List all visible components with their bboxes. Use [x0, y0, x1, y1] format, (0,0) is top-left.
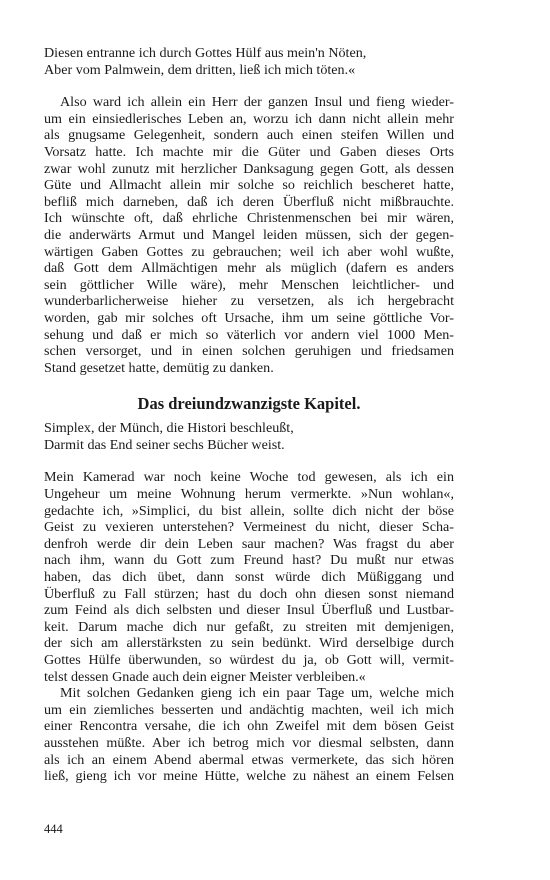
- verse-line: Simplex, der Münch, die Histori beschleußt,: [44, 420, 294, 437]
- text-line: als ich an einem Abend abermal etwas vermerkete, das sich hören: [44, 751, 454, 768]
- text-line: Mit solchen Gedanken gieng ich ein paar Tage um, welche mich: [60, 685, 454, 702]
- book-page: [44, 45, 454, 785]
- verse-line: Darmit das End seiner sechs Bücher weist.: [44, 436, 285, 453]
- paragraph-2: [44, 469, 454, 685]
- text-line: Mein Kamerad war noch keine Woche tod gewesen, als ich ein: [44, 469, 454, 486]
- text-line: ließ, gieng ich vor meine Hütte, welche zu nähest an einem Felsen: [44, 768, 454, 785]
- text-line: Vorsatz hatte. Ich machte mir die Güter und Gaben dieses Orts: [44, 143, 454, 160]
- text-line: Güte und Allmacht allein mir solche so reichlich bescheret hatte,: [44, 177, 454, 194]
- text-line: Gottes Hülfe überwunden, so würdest du ja, ob Gott will, vermit-: [44, 652, 454, 668]
- chapter-verse: [44, 420, 454, 453]
- text-line: als gnugsame Gelegenheit, sondern auch einen steifen Willen und: [44, 127, 454, 144]
- verse-line: Aber vom Palmwein, dem dritten, ließ ich mich töten.«: [44, 61, 356, 78]
- text-line: Ungeheur um meine Wohnung herum vermerkte. »Nun wohlan«,: [44, 486, 454, 503]
- paragraph-1: [44, 94, 454, 376]
- text-line: wunderbarlicherweise hieher zu versetzen, als ich hergebracht: [44, 293, 454, 310]
- paragraph-3: [44, 685, 454, 785]
- text-line: zwar wohl zunutz mit herzlicher Danksagung gegen Gott, als dessen: [44, 160, 454, 177]
- text-line: Geist zu vexieren unterstehen? Vermeinest du nicht, dieser Scha-: [44, 519, 454, 536]
- text-line: gedachte ich, »Simplici, du bist allein, sollte dich nicht der böse: [44, 502, 454, 519]
- text-line: sein göttlicher Wille wäre), mehr Menschen leichtlicher- und: [44, 276, 454, 293]
- text-line: daß Gott dem Allmächtigen mehr als müglich (dafern es anders: [44, 260, 454, 277]
- text-line: nach ihm, wann du Gott zum Freund hast? Du mußt nur etwas: [44, 552, 454, 569]
- text-line: einer Rencontra versahe, die ich ohn Zweifel mit dem bösen Geist: [44, 718, 454, 735]
- verse-line: Diesen entranne ich durch Gottes Hülf aus mein'n Nöten,: [44, 45, 367, 61]
- text-line: schen versorget, und in einen solchen geruhigen und friedsamen: [44, 343, 454, 360]
- text-line: die anderwärts Armut und Mangel leiden müssen, sich der gegen-: [44, 226, 454, 243]
- text-line: der sich am allerstärksten zu sein bedünkt. Wird derselbige durch: [44, 635, 454, 652]
- text-line: keit. Darum mache dich nur gefaßt, zu streiten mit demjenigen,: [44, 618, 454, 635]
- text-line: denfroh werde dir dein Leben saur machen? Was fragst du aber: [44, 535, 454, 552]
- text-line: telst dessen Gnade auch dein eigner Meister verbleiben.«: [44, 668, 366, 685]
- text-line: um ein einsiedlerisches Leben an, worzu ich dann nicht allein mehr: [44, 110, 454, 127]
- text-line: befliß mich darneben, daß ich deren Überfluß nicht mißbrauchte.: [44, 193, 454, 210]
- text-line: Also ward ich allein ein Herr der ganzen Insul und fieng wieder-: [60, 94, 454, 111]
- text-line: sehung und daß er mich so väterlich vor andern viel 1000 Men-: [44, 326, 454, 343]
- text-line: um ein ziemliches besserten und andächtig machten, weil ich mich: [44, 701, 454, 718]
- text-line: Überfluß zu Fall stürzen; hast du doch ohn diesen sonst niemand: [44, 585, 454, 602]
- spacer: [44, 78, 454, 94]
- verse-top: [44, 45, 454, 78]
- text-line: worden, gab mir solches oft Ursache, ihm um seine göttliche Vor-: [44, 309, 454, 326]
- text-line: haben, das dich übet, dann sonst würde dich Müßiggang und: [44, 569, 454, 586]
- spacer: [44, 453, 454, 469]
- page-number: 444: [44, 822, 63, 836]
- text-line: ausstehen müßte. Aber ich betrog mich vor diesmal selbsten, dann: [44, 734, 454, 751]
- text-line: wärtigen Gaben Gottes zu gebrauchen; weil ich aber wohl wußte,: [44, 243, 454, 260]
- text-line: Stand gesetzet hatte, demütig zu danken.: [44, 359, 274, 376]
- text-line: zum Feind als dich selbsten und dieser Insul Überfluß und Lustbar-: [44, 602, 454, 619]
- text-line: Ich wünschte oft, daß ehrliche Christenmenschen bei mir wären,: [44, 210, 454, 227]
- chapter-title: Das dreiundzwanzigste Kapitel.: [137, 394, 361, 414]
